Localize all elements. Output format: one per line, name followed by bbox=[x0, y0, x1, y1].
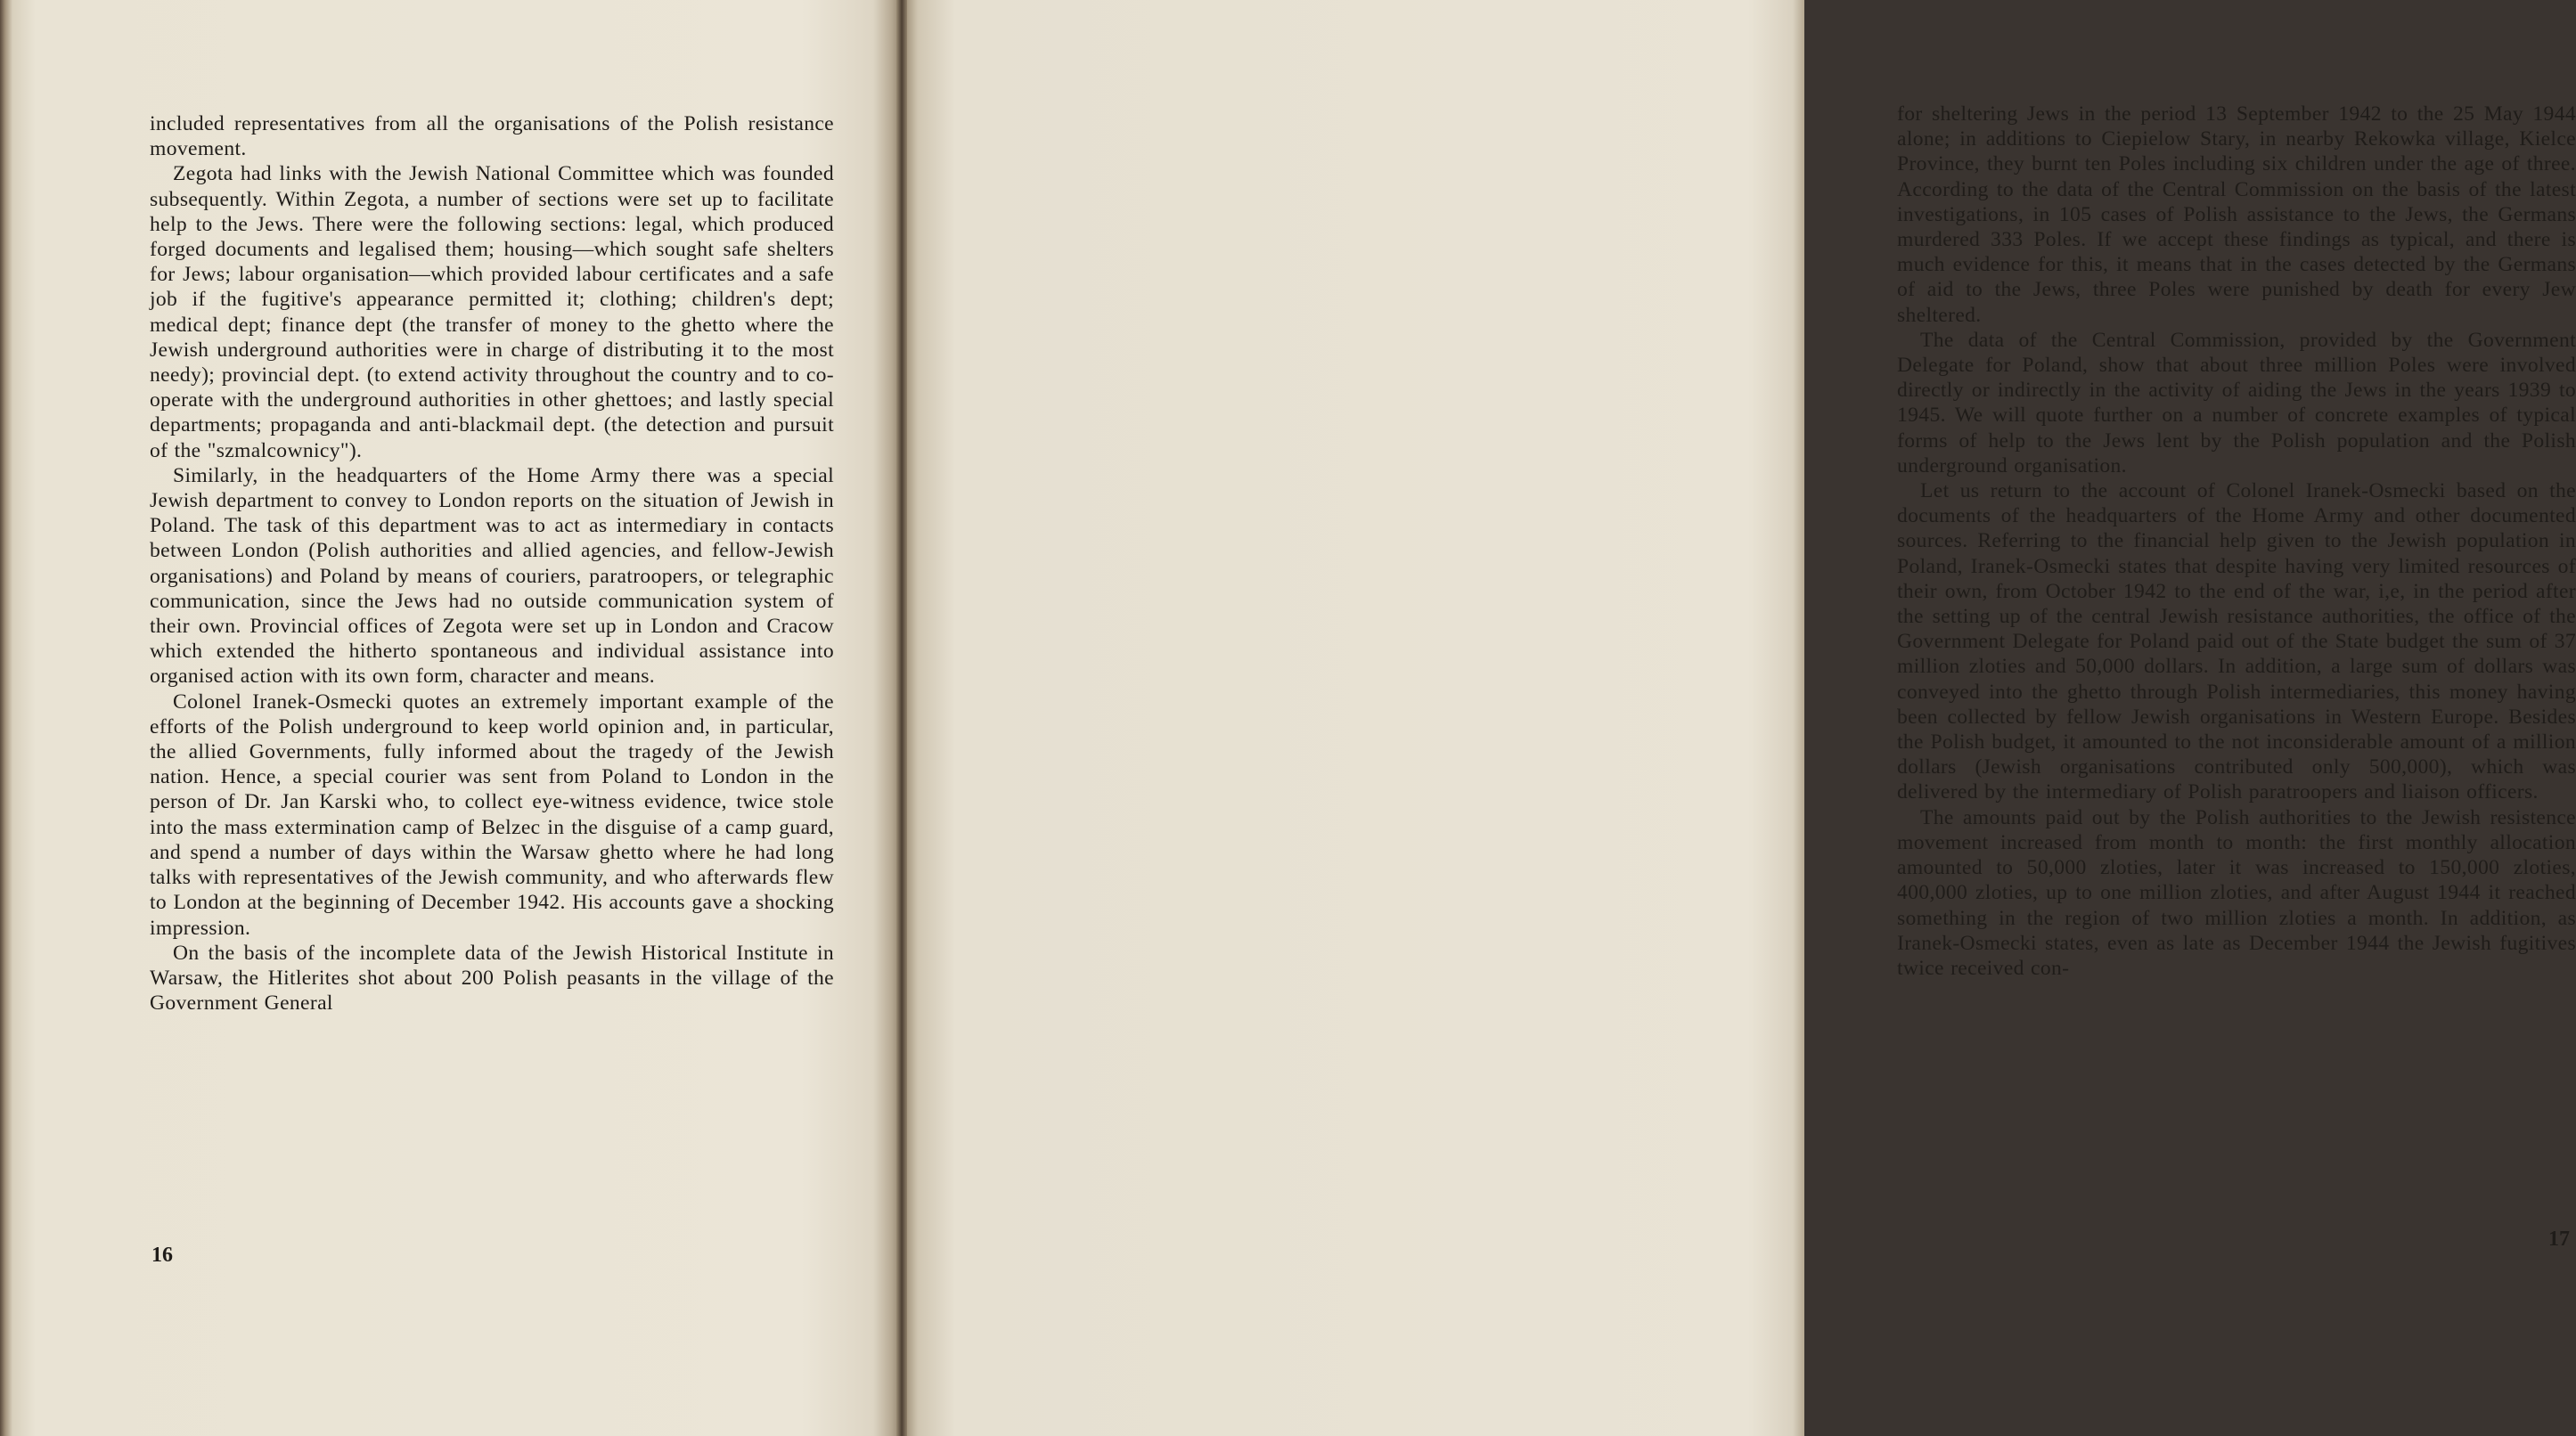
left-page bbox=[0, 0, 902, 1436]
book-gutter bbox=[896, 0, 907, 1436]
left-paragraph-1: included representatives from all the organisations of the Polish resistance movement. bbox=[150, 112, 834, 161]
left-page-text bbox=[150, 111, 834, 1016]
page-number-left: 16 bbox=[151, 1244, 173, 1267]
left-paragraph-2: Zegota had links with the Jewish National Committee which was founded subsequently. Within Zegota, a number of sections were set up to facilitate help to the Jews. There were the following sections: legal, which produced forged documents and legalised them; housing—which sought safe shelters for Jews; labour organisation—which provided labour certificates and a safe job if the fugitive's appearance permitted it; clothing; children's dept; medical dept; finance dept (the transfer of money to the ghetto where the Jewish underground authorities were in charge of distributing it to the most needy); provincial dept. (to extend activity throughout the country and to co-operate with the underground authorities in other ghettoes; and lastly special departments; propaganda and anti-blackmail dept. (the detection and pursuit of the "szmalcownicy"). bbox=[150, 162, 834, 462]
right-paragraph-2: The data of the Central Commission, provided by the Government Delegate for Poland, show that about three million Poles were involved directly or indirectly in the activity of aiding the Jews in the years 1939 to 1945. We will quote further on a number of concrete examples of typical forms of help to the Jews lent by the Polish population and the Polish underground organisation. bbox=[1897, 328, 2576, 477]
left-paragraph-4: Colonel Iranek-Osmecki quotes an extremely important example of the efforts of the Polish underground to keep world opinion and, in particular, the allied Governments, fully informed about the tragedy of the Jewish nation. Hence, a special courier was sent from Poland to London in the person of Dr. Jan Karski who, to collect eye-witness evidence, twice stole into the mass extermination camp of Belzec in the disguise of a camp guard, and spend a number of days within the Warsaw ghetto where he had long talks with representatives of the Jewish community, and who afterwards flew to London at the beginning of December 1942. His accounts gave a shocking impression. bbox=[150, 689, 834, 940]
page-number-right: 17 bbox=[2548, 1228, 2570, 1251]
right-page bbox=[902, 0, 2576, 1436]
left-paragraph-3: Similarly, in the headquarters of the Home Army there was a special Jewish department to convey to London reports on the situation of Jewish in Poland. The task of this department was to act as intermediary in contacts between London (Polish authorities and allied agencies, and fellow-Jewish organisations) and Poland by means of couriers, paratroopers, or telegraphic communication, since the Jews had no outside communication system of their own. Provincial offices of Zegota were set up in London and Cracow which extended the hitherto spontaneous and individual assistance into organised action with its own form, character and means. bbox=[150, 463, 834, 689]
right-paragraph-3: Let us return to the account of Colonel Iranek-Osmecki based on the documents of the headquarters of the Home Army and other documented sources. Referring to the financial help given to the Jewish population in Poland, Iranek-Osmecki states that despite having very limited resources of their own, from October 1942 to the end of the war, i,e, in the period after the setting up of the central Jewish resistance authorities, the office of the Government Delegate for Poland paid out of the State budget the sum of 37 million zloties and 50,000 dollars. In addition, a large sum of dollars was conveyed into the ghetto through Polish intermediaries, this money having been collected by fellow Jewish organisations in Western Europe. Besides the Polish budget, it amounted to the not inconsiderable amount of a million dollars (Jewish organisations contributed only 500,000), which was delivered by the intermediary of Polish paratroopers and liaison officers. bbox=[1897, 479, 2576, 804]
left-paragraph-5: On the basis of the incomplete data of the Jewish Historical Institute in Warsaw, the Hitlerites shot about 200 Polish peasants in the village of the Government General bbox=[150, 941, 834, 1016]
right-page-text bbox=[1897, 102, 2576, 981]
right-paragraph-1: for sheltering Jews in the period 13 September 1942 to the 25 May 1944 alone; in additions to Ciepielow Stary, in nearby Rekowka village, Kielce Province, they burnt ten Poles including six children under the age of three. According to the data of the Central Commission on the basis of the latest investigations, in 105 cases of Polish assistance to the Jews, the Germans murdered 333 Poles. If we accept these findings as typical, and there is much evidence for this, it means that in the cases detected by the Germans of aid to the Jews, three Poles were punished by death for every Jew sheltered. bbox=[1897, 102, 2576, 327]
right-paragraph-4: The amounts paid out by the Polish authorities to the Jewish resistence movement increased from month to month: the first monthly allocation amounted to 50,000 zloties, later it was increased to 150,000 zloties, 400,000 zloties, up to one million zloties, and after August 1944 it reached something in the region of two million zloties a month. In addition, as Iranek-Osmecki states, even as late as December 1944 the Jewish fugitives twice received con- bbox=[1897, 805, 2576, 980]
